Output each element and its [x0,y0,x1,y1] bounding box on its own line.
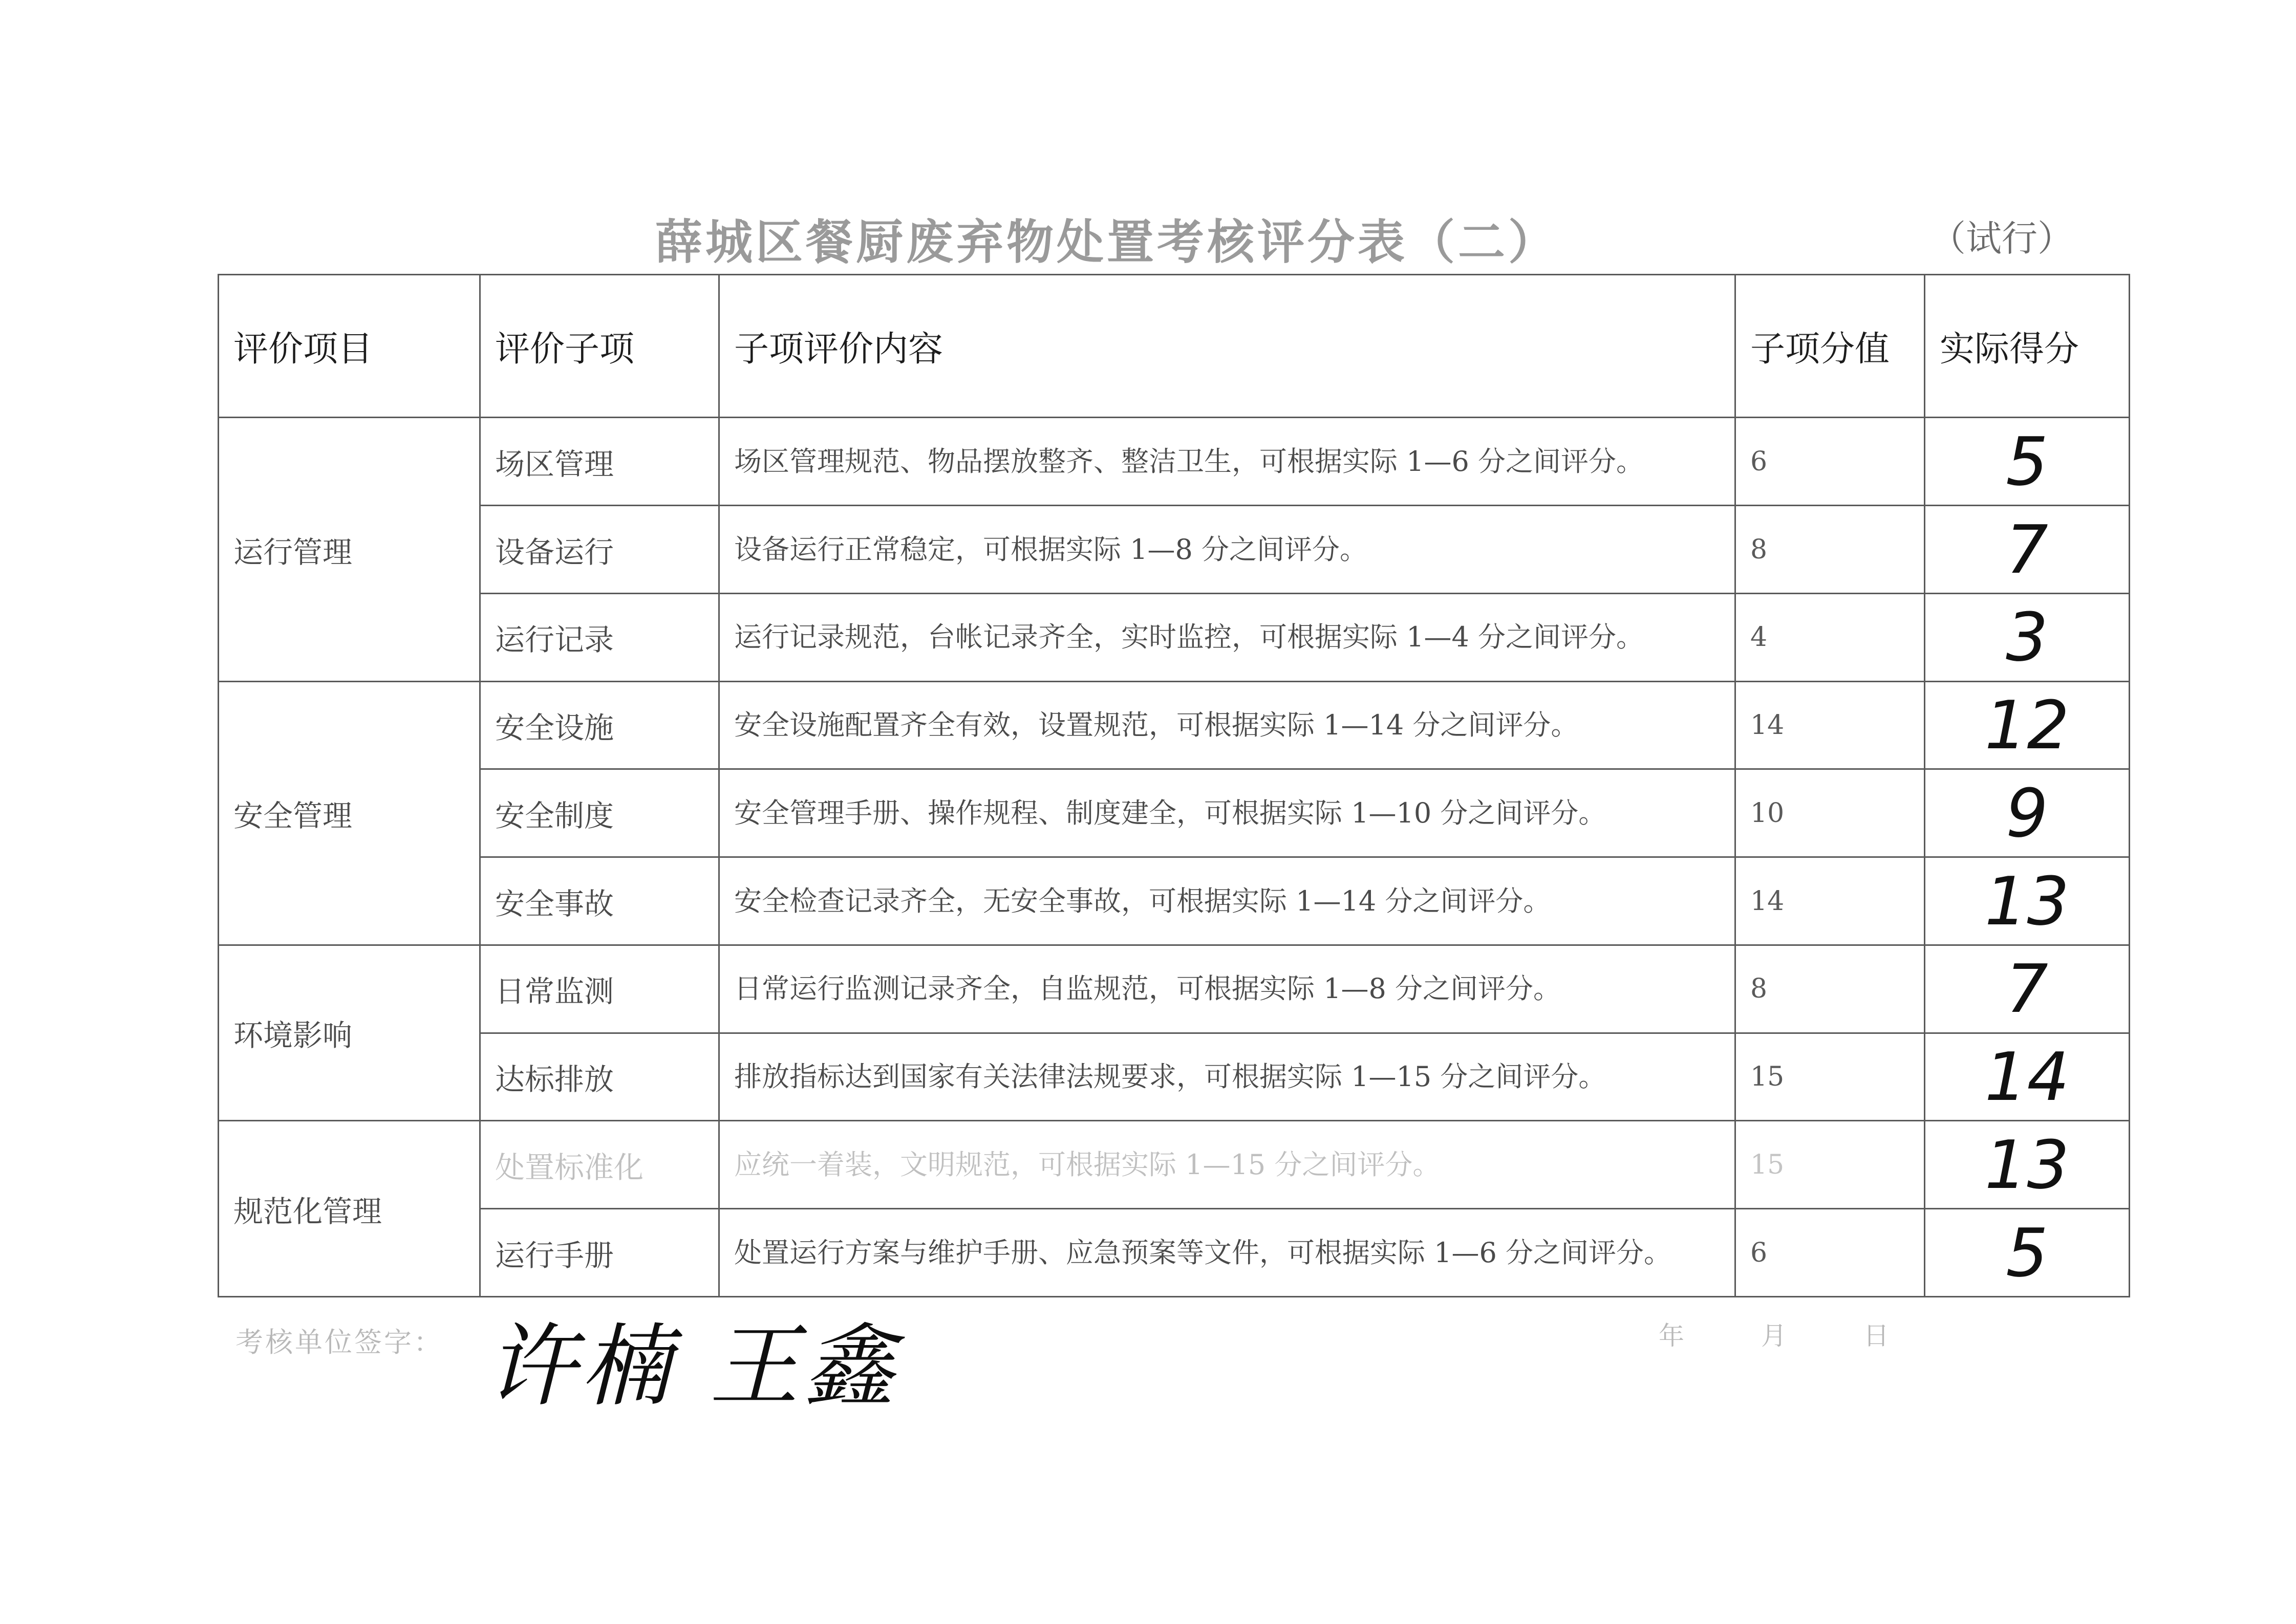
subitem-value: 8 [1735,506,1925,594]
score-table [218,274,2130,1297]
actual-score: 9 [1925,769,2130,857]
subitem-value: 15 [1735,1121,1925,1209]
subitem-content: 设备运行正常稳定，可根据实际 1—8 分之间评分。 [719,506,1735,594]
header-subitem-value: 子项分值 [1735,275,1925,418]
header-subitem-content: 子项评价内容 [719,275,1735,418]
handwritten-signature: 许楠 王鑫 [486,1315,899,1419]
actual-score: 7 [1925,945,2130,1033]
header-actual-score: 实际得分 [1925,275,2130,418]
table-header-row [219,275,2130,418]
subitem-name: 处置标准化 [480,1121,719,1209]
subitem-content: 安全设施配置齐全有效，设置规范，可根据实际 1—14 分之间评分。 [719,681,1735,769]
table-row [219,418,2130,506]
subitem-content: 安全管理手册、操作规程、制度建全，可根据实际 1—10 分之间评分。 [719,769,1735,857]
subitem-value: 14 [1735,681,1925,769]
date-line: 年 月 日 [1659,1321,1889,1351]
actual-score: 7 [1925,506,2130,594]
trial-label: （试行） [1930,218,2073,259]
group-name: 规范化管理 [219,1121,480,1297]
actual-score: 5 [1925,1209,2130,1297]
subitem-name: 场区管理 [480,418,719,506]
subitem-content: 运行记录规范，台帐记录齐全，实时监控，可根据实际 1—4 分之间评分。 [719,593,1735,681]
header-eval-item: 评价项目 [219,275,480,418]
form-title: 薛城区餐厨废弃物处置考核评分表（二） [655,214,1559,270]
actual-score: 13 [1925,857,2130,945]
actual-score: 5 [1925,418,2130,506]
subitem-value: 8 [1735,945,1925,1033]
table-row [219,506,2130,594]
assessor-label: 考核单位签字： [235,1326,443,1358]
subitem-value: 6 [1735,1209,1925,1297]
subitem-name: 安全事故 [480,857,719,945]
group-name: 安全管理 [219,681,480,945]
table-row [219,857,2130,945]
subitem-content: 日常运行监测记录齐全，自监规范，可根据实际 1—8 分之间评分。 [719,945,1735,1033]
subitem-name: 安全设施 [480,681,719,769]
actual-score: 3 [1925,593,2130,681]
table-row [219,945,2130,1033]
actual-score: 13 [1925,1121,2130,1209]
subitem-content: 排放指标达到国家有关法律法规要求，可根据实际 1—15 分之间评分。 [719,1033,1735,1121]
subitem-value: 15 [1735,1033,1925,1121]
subitem-name: 达标排放 [480,1033,719,1121]
group-name: 环境影响 [219,945,480,1121]
subitem-name: 运行手册 [480,1209,719,1297]
subitem-value: 14 [1735,857,1925,945]
table-row [219,1033,2130,1121]
table-row [219,593,2130,681]
subitem-name: 运行记录 [480,593,719,681]
subitem-content: 处置运行方案与维护手册、应急预案等文件，可根据实际 1—6 分之间评分。 [719,1209,1735,1297]
header-eval-subitem: 评价子项 [480,275,719,418]
table-row [219,681,2130,769]
actual-score: 12 [1925,681,2130,769]
subitem-content: 场区管理规范、物品摆放整齐、整洁卫生，可根据实际 1—6 分之间评分。 [719,418,1735,506]
actual-score: 14 [1925,1033,2130,1121]
subitem-name: 设备运行 [480,506,719,594]
table-row [219,1209,2130,1297]
subitem-name: 安全制度 [480,769,719,857]
subitem-value: 10 [1735,769,1925,857]
table-row [219,1121,2130,1209]
subitem-value: 4 [1735,593,1925,681]
subitem-name: 日常监测 [480,945,719,1033]
subitem-content: 安全检查记录齐全，无安全事故，可根据实际 1—14 分之间评分。 [719,857,1735,945]
group-name: 运行管理 [219,418,480,681]
subitem-value: 6 [1735,418,1925,506]
subitem-content: 应统一着装，文明规范，可根据实际 1—15 分之间评分。 [719,1121,1735,1209]
table-row [219,769,2130,857]
